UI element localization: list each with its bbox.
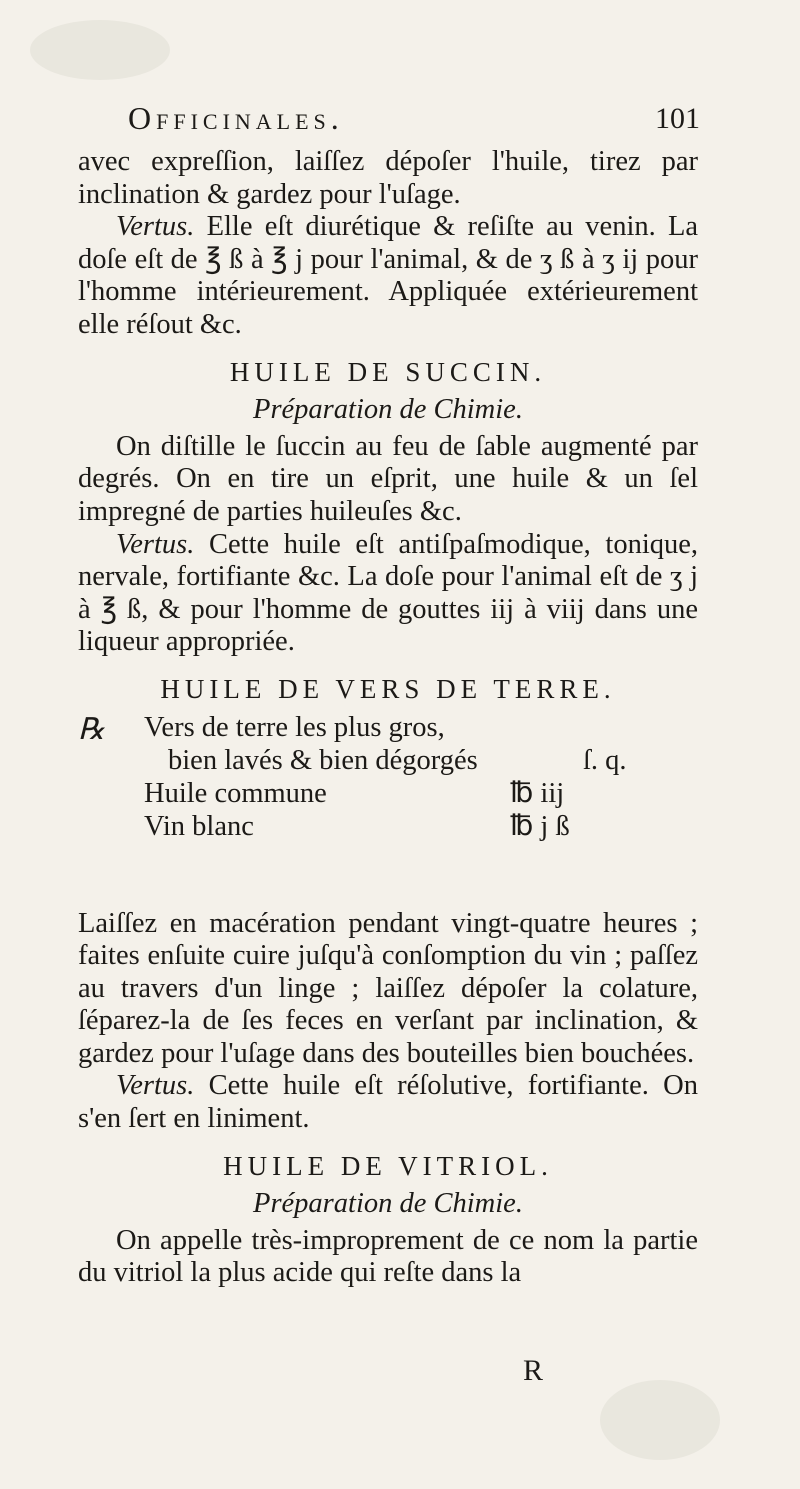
section-heading: HUILE DE SUCCIN. <box>229 356 547 387</box>
text-body <box>78 146 698 1290</box>
section-subheading: Préparation de Chimie. <box>253 1188 523 1220</box>
paper-stain <box>600 1380 720 1460</box>
paragraph-text: Cette huile eſt antiſpaſmodique, tonique, nervale, fortifiante &c. La doſe pour l'animal eſt de ʒ j à ℥ ß, & pour l'homme de gouttes iij à viij dans une liqueur appropriée. <box>78 528 699 658</box>
paragraph: avec expreſſion, laiſſez dépoſer l'huile, tirez par inclination & gardez pour l'uſage. <box>78 146 698 210</box>
paragraph: On diſtille le ſuccin au feu de ſable augmenté par degrés. On en tire un eſprit, une huile & un ſel impregné de parties huileuſes &c. <box>78 430 698 527</box>
recipe-list <box>78 712 698 908</box>
ingredient: Vin blanc <box>144 810 254 842</box>
paragraph-label: Vertus. <box>116 528 195 560</box>
paper-stain <box>30 20 170 80</box>
ingredient-quantity: ℔ j ß <box>510 810 570 842</box>
paragraph <box>78 529 698 659</box>
section-subheading: Préparation de Chimie. <box>253 394 523 426</box>
ingredient-quantity: ℔ iij <box>510 777 565 809</box>
paragraph-label: Vertus. <box>116 211 195 243</box>
recipe-icon: ℞ <box>78 712 105 746</box>
running-title: Officinales. <box>128 100 344 136</box>
paragraph: Laiſſez en macération pendant vingt-quatre heures ; faites enſuite cuire juſqu'à conſomption du vin ; paſſez au travers d'un linge ; laiſſez dépoſer la colature, ſéparez-la de ſes feces en verſant par inclination, & gardez pour l'uſage dans des bouteilles bien bouchées. <box>78 907 698 1069</box>
paragraph: On appelle très-improprement de ce nom la partie du vitriol la plus acide qui reſte dans la <box>78 1224 698 1289</box>
paragraph <box>78 1070 698 1135</box>
ingredient: Huile commune <box>144 777 327 809</box>
paragraph-label: Vertus. <box>116 1070 195 1102</box>
paragraph-text: Elle eſt diurétique & reſiſte au venin. La doſe eſt de ℥ ß à ℥ j pour l'animal, & de ʒ ß à ʒ ij pour l'homme intérieurement. Appliquée extérieurement elle réſout &c. <box>78 211 699 340</box>
ingredient: bien lavés & bien dégorgés <box>168 744 478 776</box>
section-heading: HUILE DE VERS DE TERRE. <box>160 673 616 704</box>
signature-mark: R <box>523 1354 544 1387</box>
ingredient: Vers de terre les plus gros, <box>144 711 445 743</box>
section-heading: HUILE DE VITRIOL. <box>223 1150 553 1181</box>
paragraph <box>78 211 698 341</box>
paragraph-text: Cette huile eſt réſolutive, fortifiante. On s'en ſert en liniment. <box>78 1070 698 1135</box>
ingredient-quantity: ſ. q. <box>583 744 627 776</box>
page-number: 101 <box>655 102 700 135</box>
